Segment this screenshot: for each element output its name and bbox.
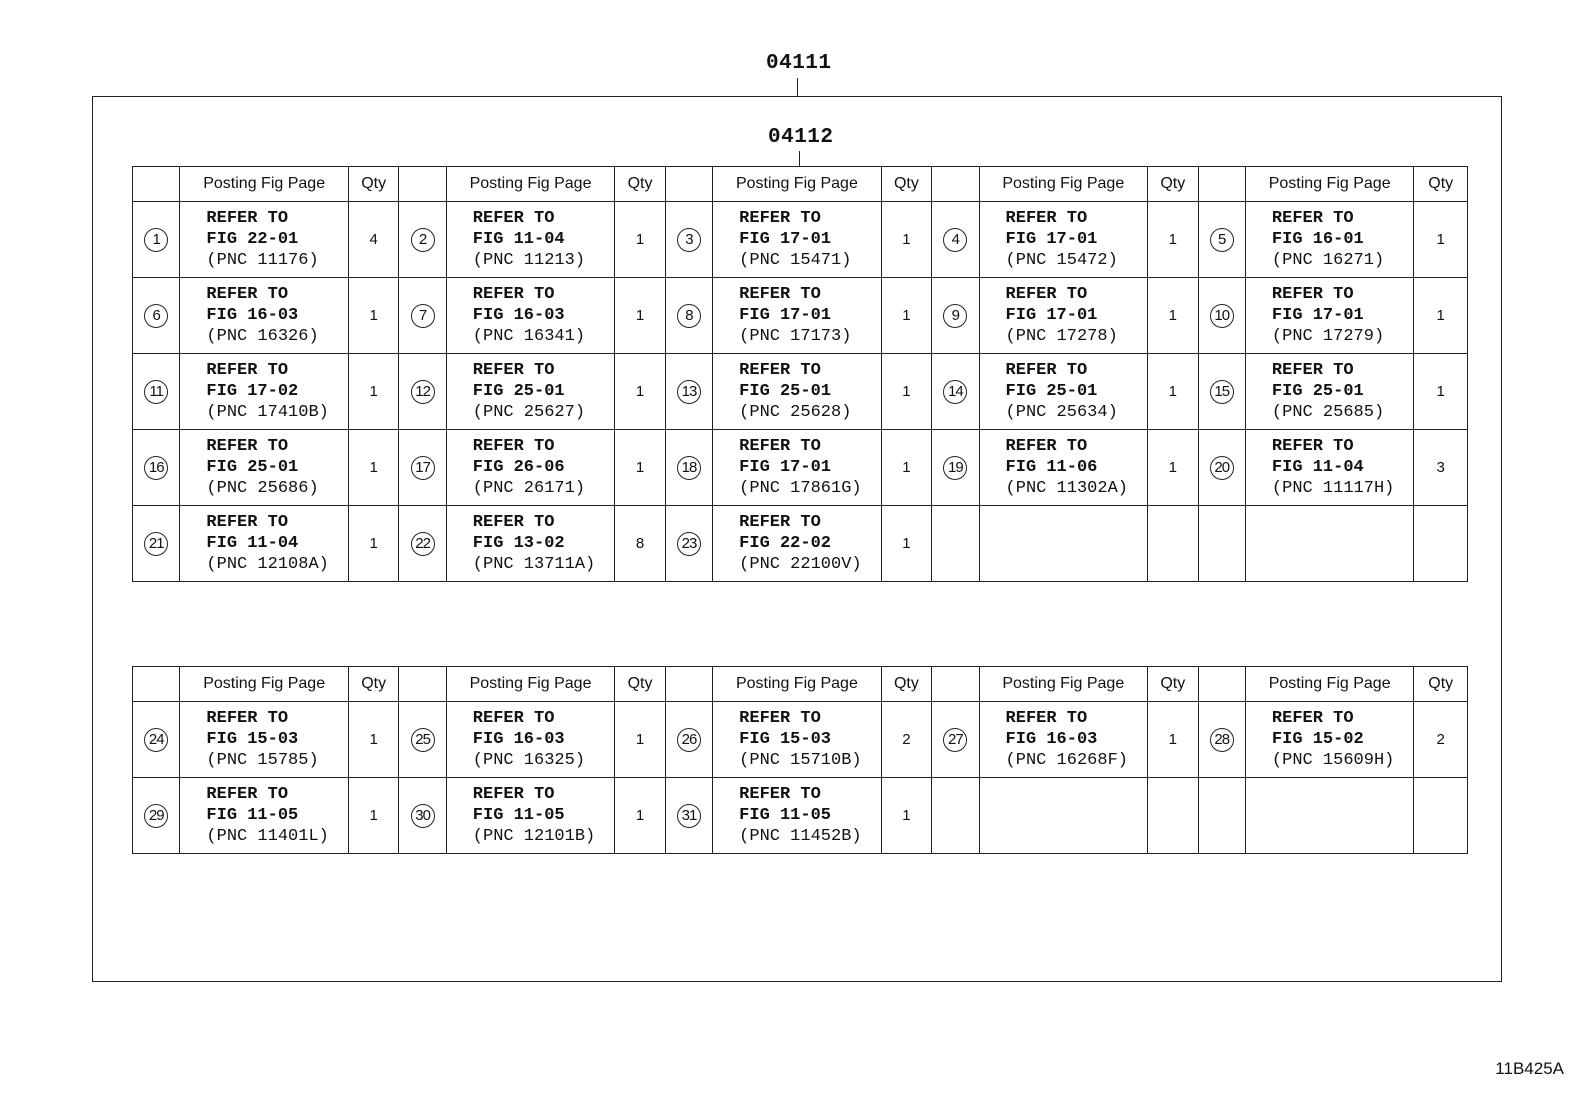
fig-page-text: FIG 11-05 <box>206 806 299 825</box>
posting-reference-cell <box>713 506 882 582</box>
header-number-cell <box>133 167 180 202</box>
fig-page-text: FIG 26-06 <box>472 458 565 477</box>
header-posting-fig-page: Posting Fig Page <box>713 167 882 202</box>
posting-reference-cell <box>1245 354 1414 430</box>
item-number-callout: 29 <box>144 804 168 828</box>
item-number-callout: 21 <box>144 532 168 556</box>
pnc-text: (PNC 17278) <box>1005 327 1118 346</box>
header-posting-fig-page: Posting Fig Page <box>1245 167 1414 202</box>
refer-to-text: REFER TO <box>1005 361 1088 380</box>
pnc-text: (PNC 16341) <box>472 327 586 346</box>
posting-reference-cell <box>180 354 349 430</box>
item-number-callout: 6 <box>144 304 168 328</box>
posting-reference-cell <box>1245 506 1414 582</box>
quantity-cell: 8 <box>615 506 665 582</box>
fig-page-text: FIG 25-01 <box>1271 382 1364 401</box>
pnc-text: (PNC 11452B) <box>739 827 862 846</box>
pnc-text: (PNC 16268F) <box>1005 751 1128 770</box>
fig-page-text: FIG 17-01 <box>739 230 831 249</box>
refer-to-text: REFER TO <box>472 513 555 532</box>
pnc-text: (PNC 15785) <box>206 751 319 770</box>
posting-reference-cell <box>446 506 615 582</box>
item-number-callout: 16 <box>144 456 168 480</box>
item-number-callout: 14 <box>943 380 967 404</box>
quantity-cell: 1 <box>1414 202 1468 278</box>
item-number-cell <box>133 702 180 778</box>
header-qty: Qty <box>348 667 398 702</box>
pnc-text: (PNC 11401L) <box>206 827 329 846</box>
fig-page-text: FIG 16-01 <box>1271 230 1364 249</box>
refer-to-text: REFER TO <box>1271 285 1354 304</box>
item-number-cell <box>932 506 979 582</box>
posting-reference-cell <box>180 506 349 582</box>
quantity-cell: 1 <box>348 278 398 354</box>
outer-leader-line <box>797 78 798 97</box>
item-number-cell <box>399 702 446 778</box>
pnc-text: (PNC 11176) <box>206 251 319 270</box>
fig-page-text: FIG 22-02 <box>739 534 831 553</box>
posting-reference-cell <box>979 506 1148 582</box>
item-number-cell <box>665 506 712 582</box>
item-number-cell <box>133 354 180 430</box>
item-number-cell <box>399 354 446 430</box>
posting-reference-cell <box>713 278 882 354</box>
header-qty: Qty <box>881 167 931 202</box>
fig-page-text: FIG 11-06 <box>1005 458 1098 477</box>
pnc-text: (PNC 25627) <box>472 403 586 422</box>
pnc-text: (PNC 15609H) <box>1271 751 1395 770</box>
posting-reference-cell <box>446 278 615 354</box>
item-number-cell <box>399 778 446 854</box>
inner-leader-line <box>799 151 800 167</box>
posting-reference-cell <box>180 778 349 854</box>
item-number-cell <box>665 778 712 854</box>
posting-reference-cell <box>1245 702 1414 778</box>
pnc-text: (PNC 15710B) <box>739 751 862 770</box>
item-number-cell <box>932 202 979 278</box>
header-posting-fig-page: Posting Fig Page <box>446 167 615 202</box>
fig-page-text: FIG 15-03 <box>739 730 831 749</box>
item-number-callout: 18 <box>677 456 701 480</box>
posting-reference-cell <box>979 778 1148 854</box>
item-number-cell <box>665 430 712 506</box>
header-qty: Qty <box>1414 167 1468 202</box>
header-number-cell <box>932 667 979 702</box>
fig-page-text: FIG 16-03 <box>472 306 565 325</box>
header-number-cell <box>399 667 446 702</box>
refer-to-text: REFER TO <box>206 513 289 532</box>
quantity-cell: 1 <box>1148 702 1198 778</box>
quantity-cell: 1 <box>1148 354 1198 430</box>
header-qty: Qty <box>615 167 665 202</box>
item-number-callout: 30 <box>411 804 435 828</box>
item-number-cell <box>932 702 979 778</box>
quantity-cell: 1 <box>615 702 665 778</box>
item-number-callout: 11 <box>144 380 168 404</box>
header-qty: Qty <box>1414 667 1468 702</box>
item-number-callout: 20 <box>1210 456 1234 480</box>
posting-reference-cell <box>1245 278 1414 354</box>
refer-to-text: REFER TO <box>739 785 821 804</box>
fig-page-text: FIG 11-05 <box>739 806 831 825</box>
posting-reference-cell <box>713 202 882 278</box>
pnc-text: (PNC 25685) <box>1271 403 1385 422</box>
header-number-cell <box>665 167 712 202</box>
posting-reference-cell <box>446 430 615 506</box>
posting-reference-cell <box>979 278 1148 354</box>
pnc-text: (PNC 15472) <box>1005 251 1118 270</box>
posting-reference-cell <box>713 354 882 430</box>
refer-to-text: REFER TO <box>1271 437 1354 456</box>
fig-page-text: FIG 25-01 <box>206 458 299 477</box>
item-number-cell <box>133 202 180 278</box>
item-number-callout: 2 <box>411 228 435 252</box>
quantity-cell: 1 <box>615 278 665 354</box>
quantity-cell: 1 <box>881 506 931 582</box>
quantity-cell: 1 <box>1148 202 1198 278</box>
item-number-cell <box>1198 702 1245 778</box>
pnc-text: (PNC 22100V) <box>739 555 862 574</box>
pnc-text: (PNC 17279) <box>1271 327 1385 346</box>
pnc-text: (PNC 11213) <box>472 251 586 270</box>
quantity-cell: 1 <box>881 778 931 854</box>
pnc-text: (PNC 17173) <box>739 327 852 346</box>
quantity-cell: 1 <box>348 702 398 778</box>
refer-to-text: REFER TO <box>1271 361 1354 380</box>
item-number-callout: 31 <box>677 804 701 828</box>
fig-page-text: FIG 15-02 <box>1271 730 1364 749</box>
fig-page-text: FIG 16-03 <box>206 306 299 325</box>
refer-to-text: REFER TO <box>1271 209 1354 228</box>
pnc-text: (PNC 11117H) <box>1271 479 1395 498</box>
table-row <box>133 506 1468 582</box>
item-number-callout: 9 <box>943 304 967 328</box>
pnc-text: (PNC 16271) <box>1271 251 1385 270</box>
quantity-cell: 1 <box>1414 278 1468 354</box>
pnc-text: (PNC 16326) <box>206 327 319 346</box>
pnc-text: (PNC 17410B) <box>206 403 329 422</box>
posting-reference-cell <box>1245 778 1414 854</box>
figure-code: 11B425A <box>1495 1059 1564 1078</box>
pnc-text: (PNC 16325) <box>472 751 586 770</box>
item-number-cell <box>932 278 979 354</box>
header-qty: Qty <box>348 167 398 202</box>
fig-page-text: FIG 15-03 <box>206 730 299 749</box>
posting-reference-cell <box>979 430 1148 506</box>
table-header-row <box>133 667 1468 702</box>
pnc-text: (PNC 13711A) <box>472 555 596 574</box>
refer-to-text: REFER TO <box>1005 437 1088 456</box>
quantity-cell: 1 <box>348 354 398 430</box>
header-number-cell <box>1198 167 1245 202</box>
posting-reference-cell <box>446 702 615 778</box>
refer-to-text: REFER TO <box>739 285 821 304</box>
header-posting-fig-page: Posting Fig Page <box>180 167 349 202</box>
table-row <box>133 778 1468 854</box>
parts-reference-table-1 <box>132 166 1468 582</box>
header-number-cell <box>399 167 446 202</box>
refer-to-text: REFER TO <box>206 437 289 456</box>
quantity-cell: 1 <box>348 778 398 854</box>
pnc-text: (PNC 25686) <box>206 479 319 498</box>
posting-reference-cell <box>1245 430 1414 506</box>
item-number-callout: 19 <box>943 456 967 480</box>
item-number-cell <box>133 278 180 354</box>
item-number-cell <box>665 202 712 278</box>
item-number-callout: 28 <box>1210 728 1234 752</box>
item-number-callout: 26 <box>677 728 701 752</box>
header-qty: Qty <box>615 667 665 702</box>
refer-to-text: REFER TO <box>206 709 289 728</box>
table-header-row <box>133 167 1468 202</box>
refer-to-text: REFER TO <box>206 361 289 380</box>
refer-to-text: REFER TO <box>739 437 821 456</box>
quantity-cell: 1 <box>881 202 931 278</box>
item-number-cell <box>932 430 979 506</box>
posting-reference-cell <box>979 354 1148 430</box>
posting-reference-cell <box>979 202 1148 278</box>
fig-page-text: FIG 25-01 <box>472 382 565 401</box>
fig-page-text: FIG 16-03 <box>1005 730 1098 749</box>
item-number-callout: 15 <box>1210 380 1234 404</box>
quantity-cell: 2 <box>1414 702 1468 778</box>
inner-assembly-label: 04112 <box>768 126 834 149</box>
item-number-callout: 3 <box>677 228 701 252</box>
fig-page-text: FIG 17-01 <box>1271 306 1364 325</box>
header-number-cell <box>932 167 979 202</box>
quantity-cell: 1 <box>1148 278 1198 354</box>
header-qty: Qty <box>881 667 931 702</box>
posting-reference-cell <box>713 702 882 778</box>
item-number-cell <box>1198 354 1245 430</box>
fig-page-text: FIG 25-01 <box>1005 382 1098 401</box>
header-posting-fig-page: Posting Fig Page <box>446 667 615 702</box>
fig-page-text: FIG 13-02 <box>472 534 565 553</box>
pnc-text: (PNC 17861G) <box>739 479 862 498</box>
item-number-callout: 24 <box>144 728 168 752</box>
refer-to-text: REFER TO <box>472 437 555 456</box>
header-posting-fig-page: Posting Fig Page <box>979 167 1148 202</box>
quantity-cell: 1 <box>881 278 931 354</box>
item-number-callout: 8 <box>677 304 701 328</box>
item-number-callout: 17 <box>411 456 435 480</box>
refer-to-text: REFER TO <box>206 285 289 304</box>
item-number-cell <box>399 278 446 354</box>
header-posting-fig-page: Posting Fig Page <box>180 667 349 702</box>
item-number-cell <box>399 430 446 506</box>
item-number-cell <box>932 354 979 430</box>
item-number-callout: 25 <box>411 728 435 752</box>
header-posting-fig-page: Posting Fig Page <box>1245 667 1414 702</box>
item-number-cell <box>1198 778 1245 854</box>
item-number-callout: 12 <box>411 380 435 404</box>
quantity-cell: 1 <box>1148 430 1198 506</box>
fig-page-text: FIG 11-04 <box>206 534 299 553</box>
quantity-cell: 2 <box>881 702 931 778</box>
refer-to-text: REFER TO <box>206 209 289 228</box>
quantity-cell <box>1414 778 1468 854</box>
quantity-cell: 1 <box>1414 354 1468 430</box>
item-number-callout: 1 <box>144 228 168 252</box>
table-row <box>133 202 1468 278</box>
fig-page-text: FIG 16-03 <box>472 730 565 749</box>
refer-to-text: REFER TO <box>472 209 555 228</box>
fig-page-text: FIG 22-01 <box>206 230 299 249</box>
refer-to-text: REFER TO <box>1005 709 1088 728</box>
posting-reference-cell <box>979 702 1148 778</box>
fig-page-text: FIG 17-02 <box>206 382 299 401</box>
quantity-cell: 3 <box>1414 430 1468 506</box>
quantity-cell: 1 <box>615 430 665 506</box>
pnc-text: (PNC 26171) <box>472 479 586 498</box>
item-number-callout: 27 <box>943 728 967 752</box>
posting-reference-cell <box>713 778 882 854</box>
header-number-cell <box>133 667 180 702</box>
item-number-cell <box>133 506 180 582</box>
quantity-cell <box>1148 778 1198 854</box>
item-number-cell <box>1198 278 1245 354</box>
item-number-callout: 7 <box>411 304 435 328</box>
posting-reference-cell <box>713 430 882 506</box>
posting-reference-cell <box>180 202 349 278</box>
quantity-cell: 1 <box>615 354 665 430</box>
fig-page-text: FIG 11-05 <box>472 806 565 825</box>
refer-to-text: REFER TO <box>472 709 555 728</box>
item-number-callout: 4 <box>943 228 967 252</box>
refer-to-text: REFER TO <box>739 209 821 228</box>
refer-to-text: REFER TO <box>472 285 555 304</box>
parts-reference-table-2 <box>132 666 1468 854</box>
item-number-cell <box>1198 506 1245 582</box>
table-row <box>133 702 1468 778</box>
item-number-callout: 22 <box>411 532 435 556</box>
item-number-cell <box>399 506 446 582</box>
posting-reference-cell <box>180 430 349 506</box>
posting-reference-cell <box>1245 202 1414 278</box>
refer-to-text: REFER TO <box>739 513 821 532</box>
posting-reference-cell <box>446 354 615 430</box>
refer-to-text: REFER TO <box>739 361 821 380</box>
header-number-cell <box>665 667 712 702</box>
pnc-text: (PNC 11302A) <box>1005 479 1128 498</box>
item-number-cell <box>665 702 712 778</box>
item-number-callout: 5 <box>1210 228 1234 252</box>
item-number-callout: 23 <box>677 532 701 556</box>
fig-page-text: FIG 17-01 <box>1005 306 1098 325</box>
item-number-callout: 10 <box>1210 304 1234 328</box>
table-row <box>133 278 1468 354</box>
header-qty: Qty <box>1148 667 1198 702</box>
item-number-cell <box>665 278 712 354</box>
pnc-text: (PNC 25628) <box>739 403 852 422</box>
quantity-cell: 4 <box>348 202 398 278</box>
quantity-cell: 1 <box>615 202 665 278</box>
header-posting-fig-page: Posting Fig Page <box>713 667 882 702</box>
item-number-cell <box>665 354 712 430</box>
refer-to-text: REFER TO <box>472 361 555 380</box>
table-row <box>133 430 1468 506</box>
fig-page-text: FIG 17-01 <box>739 458 831 477</box>
fig-page-text: FIG 17-01 <box>1005 230 1098 249</box>
quantity-cell: 1 <box>881 430 931 506</box>
item-number-cell <box>133 778 180 854</box>
item-number-callout: 13 <box>677 380 701 404</box>
refer-to-text: REFER TO <box>1005 209 1088 228</box>
item-number-cell <box>932 778 979 854</box>
refer-to-text: REFER TO <box>472 785 555 804</box>
item-number-cell <box>1198 202 1245 278</box>
outer-assembly-label: 04111 <box>766 52 832 75</box>
fig-page-text: FIG 11-04 <box>472 230 565 249</box>
item-number-cell <box>1198 430 1245 506</box>
pnc-text: (PNC 12101B) <box>472 827 596 846</box>
table-row <box>133 354 1468 430</box>
quantity-cell <box>1414 506 1468 582</box>
fig-page-text: FIG 17-01 <box>739 306 831 325</box>
refer-to-text: REFER TO <box>1005 285 1088 304</box>
pnc-text: (PNC 12108A) <box>206 555 329 574</box>
quantity-cell: 1 <box>348 430 398 506</box>
quantity-cell <box>1148 506 1198 582</box>
header-posting-fig-page: Posting Fig Page <box>979 667 1148 702</box>
fig-page-text: FIG 11-04 <box>1271 458 1364 477</box>
header-qty: Qty <box>1148 167 1198 202</box>
refer-to-text: REFER TO <box>206 785 289 804</box>
fig-page-text: FIG 25-01 <box>739 382 831 401</box>
posting-reference-cell <box>446 778 615 854</box>
posting-reference-cell <box>180 702 349 778</box>
posting-reference-cell <box>446 202 615 278</box>
item-number-cell <box>399 202 446 278</box>
refer-to-text: REFER TO <box>1271 709 1354 728</box>
pnc-text: (PNC 25634) <box>1005 403 1118 422</box>
header-number-cell <box>1198 667 1245 702</box>
posting-reference-cell <box>180 278 349 354</box>
quantity-cell: 1 <box>881 354 931 430</box>
pnc-text: (PNC 15471) <box>739 251 852 270</box>
refer-to-text: REFER TO <box>739 709 821 728</box>
quantity-cell: 1 <box>348 506 398 582</box>
quantity-cell: 1 <box>615 778 665 854</box>
item-number-cell <box>133 430 180 506</box>
